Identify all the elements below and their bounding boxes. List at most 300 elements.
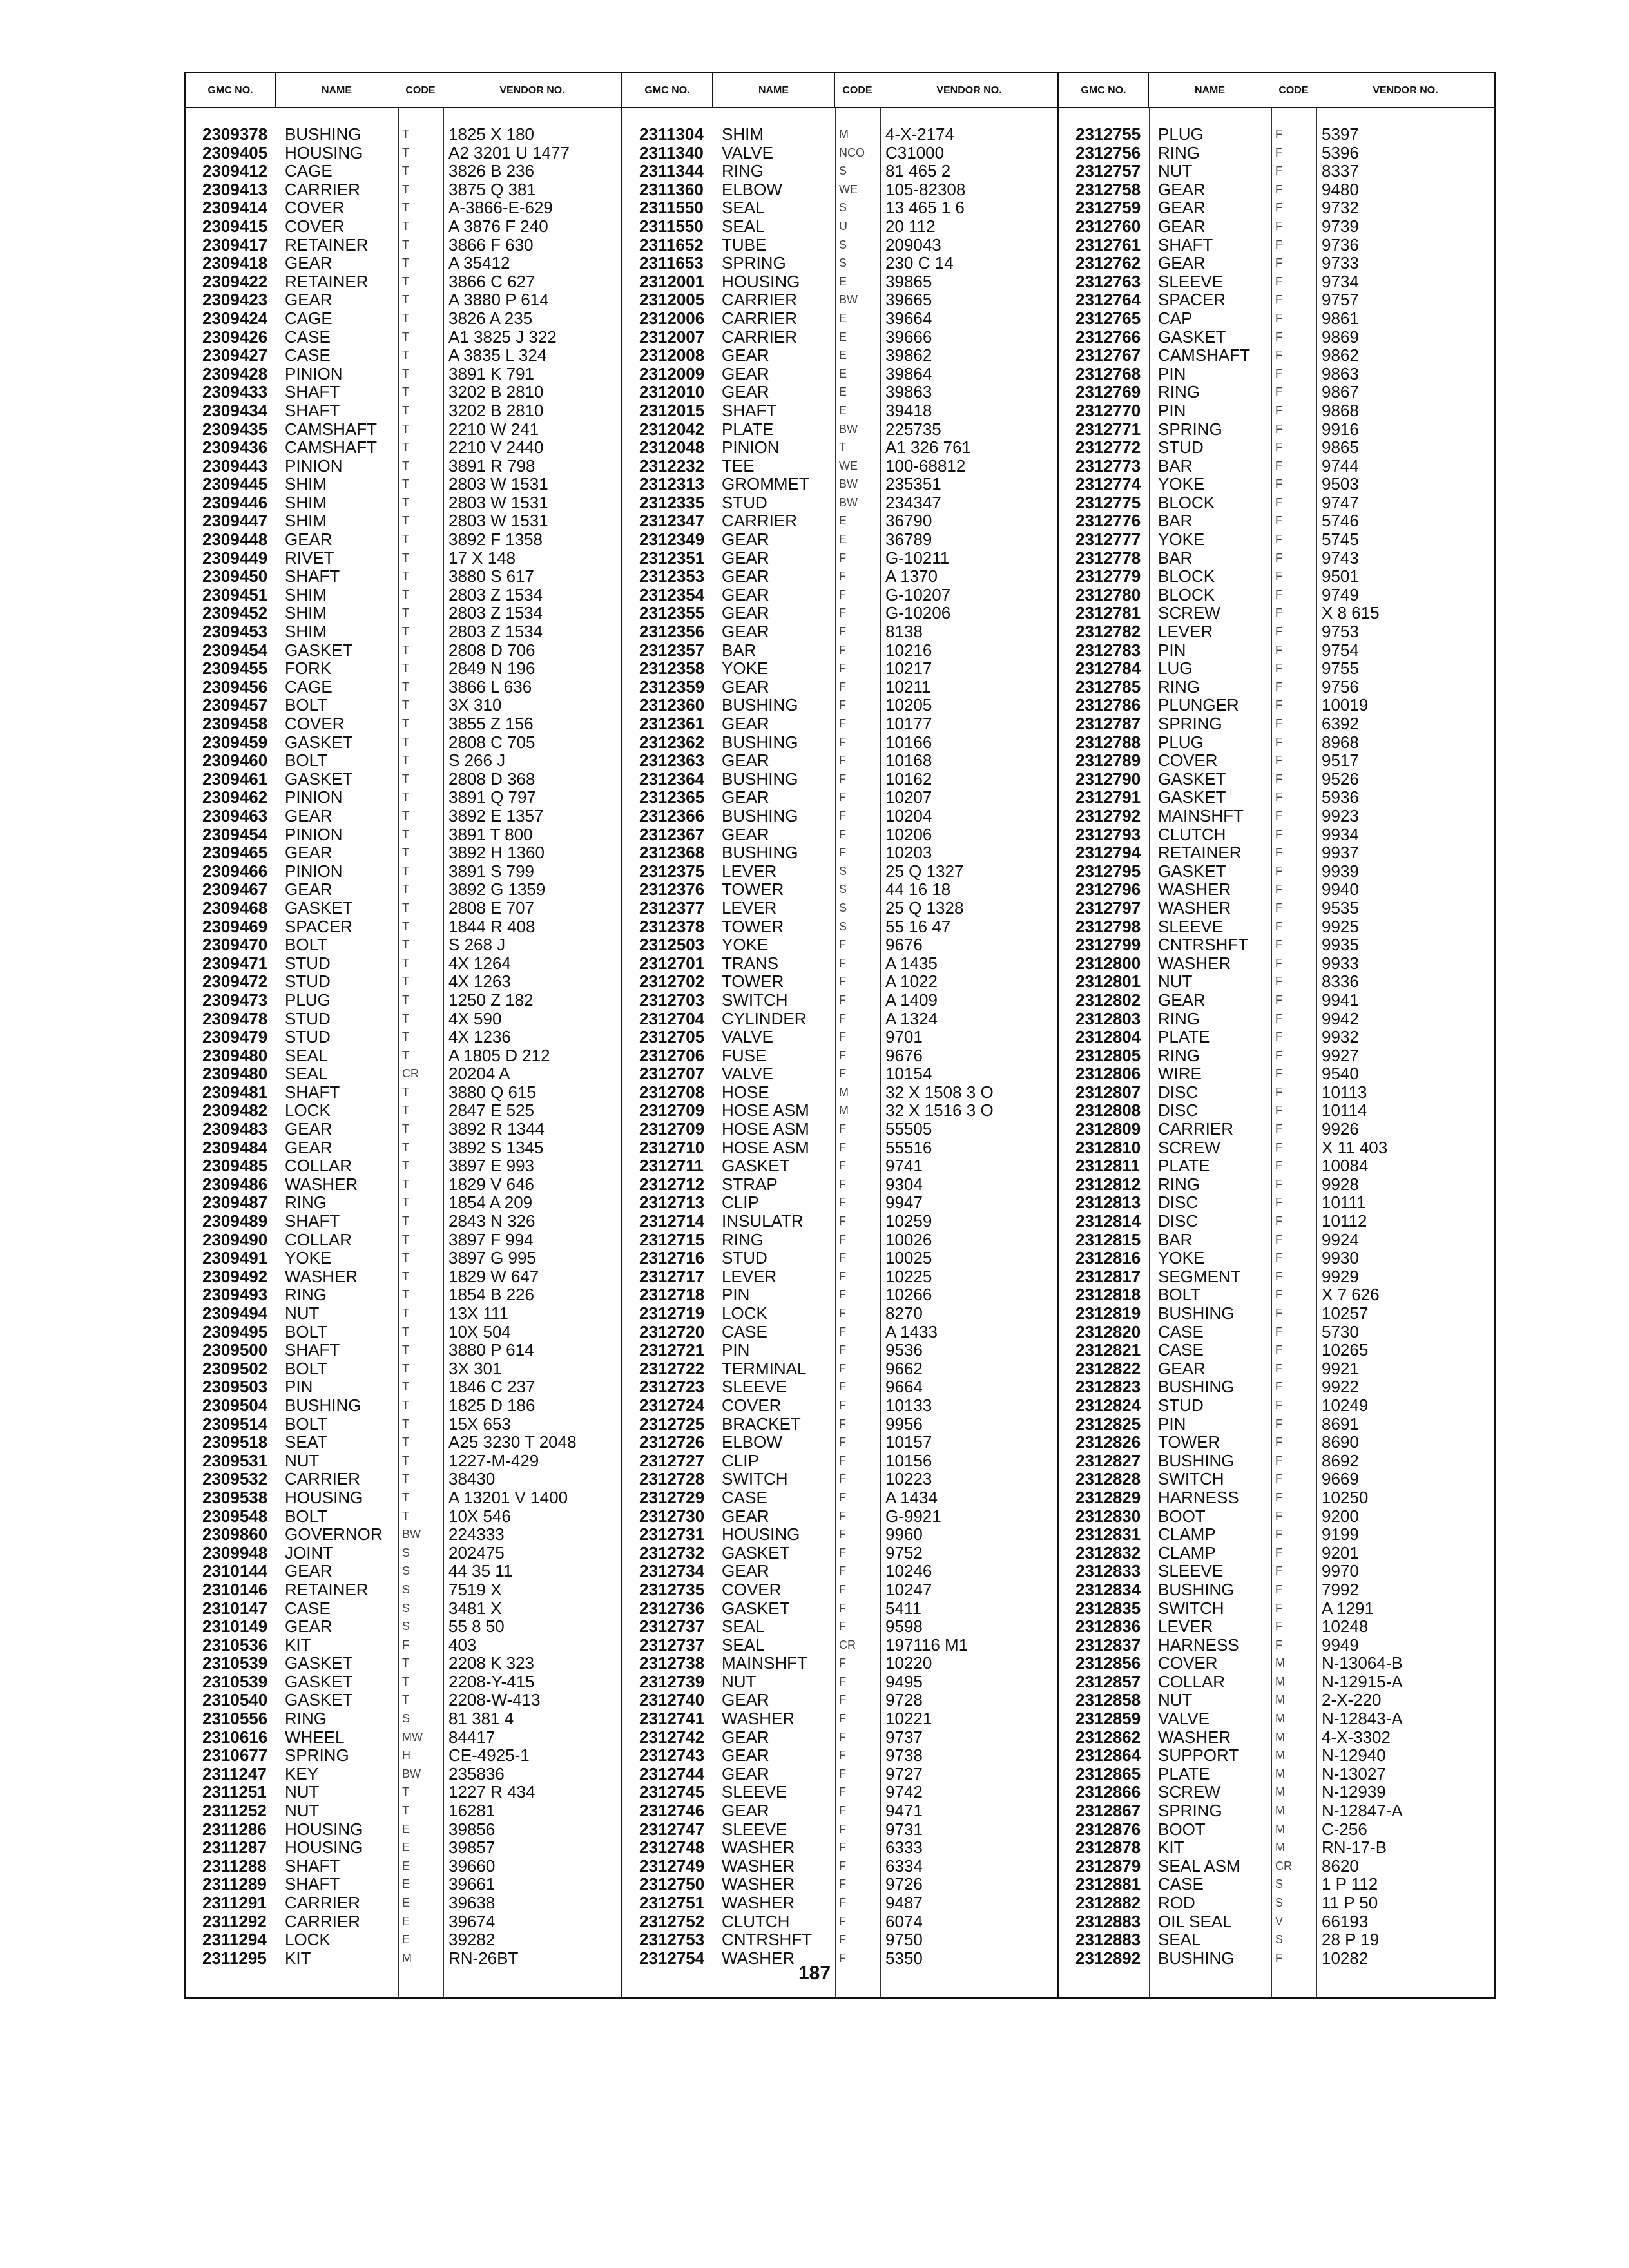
- vendor-code: F: [1275, 403, 1282, 417]
- table-row: [1059, 1101, 1494, 1120]
- vendor-code: T: [402, 698, 409, 712]
- gmc-number: 2312824: [1075, 1396, 1141, 1415]
- gmc-number: 2312776: [1075, 512, 1141, 531]
- vendor-code: F: [1275, 385, 1282, 399]
- gmc-number: 2312779: [1075, 567, 1141, 586]
- vendor-code: T: [402, 201, 409, 215]
- vendor-code: H: [402, 1749, 410, 1762]
- part-name: CARRIER: [722, 512, 798, 531]
- vendor-number: 8337: [1322, 162, 1359, 180]
- vendor-number: 3481 X: [448, 1599, 502, 1618]
- table-row: [186, 586, 621, 604]
- gmc-number: 2312727: [639, 1451, 705, 1470]
- vendor-code: BW: [402, 1767, 421, 1780]
- gmc-number: 2312010: [639, 383, 705, 401]
- table-row: [1059, 622, 1494, 641]
- table-row: [186, 1930, 621, 1949]
- part-name: WASHER: [1158, 880, 1231, 899]
- vendor-number: 6392: [1322, 715, 1359, 733]
- part-name: GEAR: [285, 880, 333, 899]
- gmc-number: 2312782: [1075, 622, 1141, 641]
- table-row: [1059, 1378, 1494, 1396]
- vendor-code: E: [839, 403, 847, 417]
- vendor-number: 10217: [885, 659, 932, 678]
- part-name: GASKET: [722, 1543, 790, 1562]
- table-row: [186, 1452, 621, 1470]
- gmc-number: 2312879: [1075, 1856, 1141, 1876]
- vendor-code: F: [1275, 1269, 1282, 1283]
- part-name: COLLAR: [285, 1230, 352, 1249]
- part-name: CASE: [1158, 1322, 1204, 1341]
- part-name: WHEEL: [285, 1727, 345, 1747]
- part-name: SPRING: [285, 1746, 349, 1765]
- table-row: [622, 1636, 1058, 1655]
- vendor-number: 9199: [1322, 1525, 1359, 1544]
- page-number: 187: [798, 1963, 831, 1984]
- vendor-number: 9756: [1322, 677, 1359, 697]
- table-row: [186, 622, 621, 641]
- vendor-number: 9924: [1322, 1230, 1359, 1249]
- vendor-code: F: [839, 588, 846, 601]
- gmc-number: 2312819: [1075, 1304, 1141, 1323]
- part-name: SEAL: [722, 198, 765, 217]
- gmc-number: 2312817: [1075, 1267, 1141, 1286]
- part-name: SHAFT: [285, 1341, 340, 1360]
- vendor-number: 10168: [885, 751, 932, 770]
- gmc-number: 2312757: [1075, 162, 1141, 180]
- vendor-number: 2803 Z 1534: [448, 604, 543, 623]
- gmc-number: 2309434: [202, 401, 268, 420]
- vendor-code: F: [839, 1251, 846, 1265]
- gmc-number: 2309532: [202, 1470, 268, 1488]
- vendor-number: 25 Q 1328: [885, 898, 964, 918]
- gmc-number: 2309478: [202, 1009, 268, 1028]
- table-row: [186, 825, 621, 844]
- part-name: SEAL: [722, 1635, 765, 1655]
- vendor-code: F: [1275, 772, 1282, 785]
- part-name: PIN: [722, 1285, 750, 1304]
- part-name: GASKET: [285, 1672, 353, 1691]
- part-name: COVER: [1158, 751, 1218, 770]
- gmc-number: 2312042: [639, 419, 705, 439]
- vendor-number: 10025: [885, 1249, 932, 1267]
- vendor-code: T: [402, 1693, 409, 1707]
- part-name: NUT: [285, 1304, 320, 1323]
- table-row: [1059, 1396, 1494, 1415]
- vendor-code: F: [1275, 754, 1282, 767]
- gmc-number: 2312364: [639, 769, 705, 789]
- vendor-code: F: [1275, 625, 1282, 639]
- vendor-number: 9869: [1322, 327, 1359, 347]
- part-name: GEAR: [285, 1617, 333, 1636]
- part-name: GASKET: [722, 1599, 790, 1618]
- part-name: GEAR: [285, 1138, 333, 1157]
- vendor-code: E: [839, 311, 847, 325]
- part-name: RING: [285, 1193, 327, 1213]
- part-name: GEAR: [722, 751, 769, 770]
- gmc-number: 2312767: [1075, 346, 1141, 365]
- vendor-number: 39862: [885, 346, 932, 365]
- table-row: [186, 1912, 621, 1931]
- vendor-code: T: [402, 1398, 409, 1412]
- part-name: BOLT: [285, 1506, 327, 1526]
- vendor-number: 9926: [1322, 1120, 1359, 1139]
- vendor-code: BW: [839, 477, 858, 491]
- vendor-code: T: [402, 1048, 409, 1062]
- vendor-number: 9925: [1322, 917, 1359, 936]
- vendor-code: F: [839, 1564, 846, 1578]
- table-row: [622, 383, 1058, 401]
- vendor-number: 9916: [1322, 419, 1359, 439]
- gmc-number: 2312723: [639, 1378, 705, 1396]
- part-name: LOCK: [722, 1304, 767, 1323]
- vendor-code: S: [839, 901, 847, 914]
- table-row: [622, 733, 1058, 752]
- gmc-number: 2309424: [202, 309, 268, 328]
- vendor-code: F: [1275, 901, 1282, 914]
- vendor-number: 10220: [885, 1654, 932, 1673]
- vendor-number: 2803 Z 1534: [448, 585, 543, 604]
- gmc-number: 2309452: [202, 604, 268, 623]
- table-row: [622, 346, 1058, 365]
- table-row: [186, 1673, 621, 1691]
- part-name: GASKET: [285, 1654, 353, 1673]
- part-name: OIL SEAL: [1158, 1912, 1232, 1931]
- part-name: COVER: [285, 715, 345, 733]
- part-name: WASHER: [1158, 954, 1231, 973]
- table-row: [186, 1231, 621, 1249]
- vendor-code: F: [839, 1343, 846, 1357]
- gmc-number: 2312735: [639, 1580, 705, 1599]
- part-name: PINION: [722, 438, 780, 457]
- part-name: PINION: [285, 456, 343, 476]
- vendor-number: 3892 H 1360: [448, 843, 545, 862]
- part-name: WASHER: [1158, 898, 1231, 918]
- part-name: GEAR: [722, 1764, 769, 1783]
- gmc-number: 2309489: [202, 1212, 268, 1231]
- vendor-code-header: CODE: [835, 73, 880, 107]
- table-row: [186, 144, 621, 162]
- vendor-code: NCO: [839, 146, 865, 159]
- vendor-code: T: [402, 1785, 409, 1799]
- gmc-number: 2312731: [639, 1525, 705, 1544]
- vendor-number: 4-X-3302: [1322, 1727, 1391, 1747]
- part-name: GEAR: [722, 1691, 769, 1710]
- vendor-number: 9863: [1322, 364, 1359, 383]
- table-row: [622, 862, 1058, 881]
- part-name: SHIM: [285, 585, 327, 604]
- vendor-code: F: [1275, 256, 1282, 270]
- vendor-code: T: [402, 975, 409, 988]
- vendor-code: F: [1275, 1601, 1282, 1615]
- vendor-number: 100-68812: [885, 456, 966, 476]
- vendor-code: F: [1275, 717, 1282, 730]
- vendor-number: 9749: [1322, 585, 1359, 604]
- gmc-number: 2312715: [639, 1230, 705, 1249]
- vendor-code: F: [1275, 1012, 1282, 1025]
- vendor-number: 9200: [1322, 1506, 1359, 1526]
- table-row: [1059, 1304, 1494, 1323]
- part-name: HOSE ASM: [722, 1101, 809, 1120]
- vendor-code: F: [839, 680, 846, 693]
- part-name: STUD: [285, 972, 331, 991]
- vendor-number: 10019: [1322, 696, 1369, 715]
- gmc-number: 2309472: [202, 972, 268, 991]
- part-name: FORK: [285, 659, 332, 678]
- part-name: BOLT: [1158, 1285, 1200, 1304]
- gmc-number: 2309459: [202, 733, 268, 752]
- table-row: [622, 1544, 1058, 1562]
- part-name: PLUG: [1158, 733, 1204, 752]
- vendor-number: N-12939: [1322, 1783, 1386, 1802]
- gmc-number: 2312751: [639, 1894, 705, 1912]
- gmc-number: 2312771: [1075, 419, 1141, 439]
- table-row: [622, 420, 1058, 439]
- gmc-number: 2309456: [202, 677, 268, 697]
- vendor-code: F: [839, 1436, 846, 1449]
- vendor-number: 10221: [885, 1709, 932, 1728]
- part-name: VALVE: [1158, 1709, 1210, 1728]
- table-row: [622, 1285, 1058, 1304]
- column-header-row: [622, 73, 1058, 108]
- gmc-number: 2312363: [639, 751, 705, 770]
- vendor-code: T: [402, 238, 409, 251]
- part-name: ROD: [1158, 1894, 1195, 1912]
- table-row: [186, 1304, 621, 1323]
- table-row: [186, 1175, 621, 1194]
- gmc-number: 2312048: [639, 438, 705, 457]
- vendor-number: 55 16 47: [885, 917, 951, 936]
- table-row: [622, 1175, 1058, 1194]
- table-row: [186, 420, 621, 439]
- table-row: [622, 512, 1058, 530]
- gmc-number: 2312882: [1075, 1894, 1141, 1912]
- vendor-code: F: [839, 1325, 846, 1338]
- part-name: SPRING: [1158, 419, 1222, 439]
- part-name: GEAR: [722, 585, 769, 604]
- gmc-number: 2312707: [639, 1064, 705, 1083]
- vendor-code: F: [1275, 1509, 1282, 1523]
- vendor-code: F: [1275, 441, 1282, 454]
- gmc-number: 2309482: [202, 1101, 268, 1120]
- gmc-number: 2312807: [1075, 1082, 1141, 1102]
- gmc-number: 2312750: [639, 1875, 705, 1894]
- part-name: WIRE: [1158, 1064, 1202, 1083]
- vendor-code-header: CODE: [398, 73, 443, 107]
- vendor-number: 9927: [1322, 1046, 1359, 1065]
- gmc-number: 2312759: [1075, 198, 1141, 217]
- vendor-code: T: [402, 1196, 409, 1209]
- part-name: SHAFT: [285, 1875, 340, 1894]
- part-name: JOINT: [285, 1543, 334, 1562]
- vendor-code: F: [1275, 570, 1282, 583]
- vendor-number: 2843 N 326: [448, 1212, 535, 1231]
- table-row: [622, 198, 1058, 217]
- table-row: [186, 1323, 621, 1341]
- table-row: [186, 972, 621, 991]
- part-name: SHIM: [285, 604, 327, 623]
- table-row: [186, 1507, 621, 1526]
- vendor-number: 2808 D 368: [448, 769, 535, 789]
- gmc-number: 2312864: [1075, 1746, 1141, 1765]
- vendor-code: S: [839, 238, 847, 251]
- vendor-code: F: [1275, 128, 1282, 140]
- gmc-number: 2309948: [202, 1543, 268, 1562]
- part-name: STUD: [285, 954, 331, 973]
- part-name: LEVER: [722, 1267, 777, 1286]
- part-name: VALVE: [722, 1028, 773, 1046]
- part-name: WASHER: [285, 1175, 358, 1194]
- part-name: SHIM: [285, 512, 327, 531]
- part-name: TERMINAL: [722, 1359, 807, 1378]
- vendor-code: T: [402, 1251, 409, 1265]
- gmc-number: 2312713: [639, 1193, 705, 1213]
- gmc-number: 2312355: [639, 604, 705, 623]
- vendor-code: F: [1275, 1030, 1282, 1044]
- vendor-code: F: [1275, 1307, 1282, 1320]
- part-name: GASKET: [1158, 861, 1226, 881]
- gmc-number: 2312738: [639, 1654, 705, 1673]
- table-row: [1059, 1765, 1494, 1783]
- table-row: [1059, 1341, 1494, 1360]
- part-name: SHAFT: [285, 1212, 340, 1231]
- table-rows: [186, 125, 621, 1967]
- part-name: WASHER: [1158, 1727, 1231, 1747]
- part-name: PLATE: [1158, 1028, 1210, 1046]
- gmc-number: 2312783: [1075, 640, 1141, 660]
- vendor-number: 39664: [885, 309, 932, 328]
- part-name: YOKE: [722, 936, 769, 954]
- part-name: TOWER: [1158, 1433, 1220, 1452]
- vendor-number: 9934: [1322, 825, 1359, 844]
- table-row: [1059, 1930, 1494, 1949]
- part-name: TEE: [722, 456, 755, 476]
- vendor-code: T: [402, 128, 409, 140]
- part-name: PINION: [285, 364, 343, 383]
- gmc-number: 2312740: [639, 1691, 705, 1710]
- vendor-code: F: [402, 1638, 409, 1651]
- table-row: [186, 198, 621, 217]
- vendor-code: F: [839, 1012, 846, 1025]
- vendor-number: 202475: [448, 1543, 505, 1562]
- part-name: BAR: [1158, 512, 1193, 531]
- table-row: [186, 1599, 621, 1618]
- vendor-code: E: [839, 330, 847, 343]
- vendor-code: F: [839, 1472, 846, 1486]
- vendor-number: 3891 R 798: [448, 456, 535, 476]
- vendor-code: F: [1275, 1215, 1282, 1228]
- table-row: [186, 1360, 621, 1378]
- table-row: [186, 788, 621, 807]
- vendor-number: 9932: [1322, 1028, 1359, 1046]
- gmc-number: 2311360: [639, 180, 704, 199]
- vendor-code: F: [839, 1620, 846, 1633]
- vendor-number: 4X 1264: [448, 954, 511, 973]
- table-row: [622, 1267, 1058, 1286]
- part-name: CLUTCH: [1158, 825, 1226, 844]
- vendor-number: 9933: [1322, 954, 1359, 973]
- table-row: [186, 1581, 621, 1599]
- vendor-code: F: [1275, 1546, 1282, 1559]
- table-row: [1059, 1783, 1494, 1802]
- vendor-number: 1825 X 180: [448, 125, 535, 144]
- table-row: [1059, 1894, 1494, 1912]
- vendor-code: F: [1275, 1490, 1282, 1504]
- part-name: LEVER: [722, 898, 777, 918]
- part-name: SHAFT: [285, 567, 340, 586]
- part-name: CLIP: [722, 1193, 759, 1213]
- vendor-code: F: [839, 846, 846, 860]
- gmc-number: 2312717: [639, 1267, 705, 1286]
- vendor-code: S: [1275, 1933, 1284, 1946]
- vendor-number: X 7 626: [1322, 1285, 1380, 1304]
- vendor-number: 3892 G 1359: [448, 880, 546, 899]
- vendor-number: G-10207: [885, 585, 951, 604]
- vendor-code: F: [1275, 311, 1282, 325]
- vendor-number: 16281: [448, 1802, 496, 1820]
- vendor-number: 9536: [885, 1341, 923, 1360]
- gmc-number: 2311340: [639, 143, 704, 162]
- vendor-code: WE: [839, 459, 858, 472]
- table-row: [622, 1507, 1058, 1526]
- part-name: PLUG: [285, 990, 331, 1010]
- vendor-number: 403: [448, 1635, 477, 1655]
- vendor-number: 3891 Q 797: [448, 788, 536, 807]
- gmc-number: 2311251: [202, 1783, 267, 1802]
- table-row: [186, 567, 621, 586]
- part-name: TOWER: [722, 972, 784, 991]
- vendor-code: T: [402, 533, 409, 546]
- part-name: GEAR: [722, 530, 769, 549]
- table-row: [1059, 401, 1494, 420]
- table-row: [186, 807, 621, 825]
- vendor-code: T: [402, 422, 409, 436]
- part-name: BUSHING: [722, 733, 798, 752]
- gmc-number: 2310677: [202, 1746, 268, 1765]
- vendor-number: 44 35 11: [448, 1562, 513, 1581]
- vendor-code: F: [839, 1675, 846, 1688]
- vendor-code: T: [402, 146, 409, 159]
- part-name: SUPPORT: [1158, 1746, 1239, 1765]
- gmc-number: 2311252: [202, 1802, 267, 1820]
- vendor-number: 9739: [1322, 216, 1359, 236]
- vendor-number: CE-4925-1: [448, 1746, 530, 1765]
- table-row: [186, 899, 621, 918]
- vendor-code: F: [1275, 349, 1282, 362]
- part-name: BOOT: [1158, 1820, 1206, 1839]
- vendor-number: 8138: [885, 622, 923, 641]
- table-row: [186, 365, 621, 383]
- vendor-number: 9960: [885, 1525, 923, 1544]
- part-name: SWITCH: [722, 990, 788, 1010]
- part-name: ELBOW: [722, 180, 782, 199]
- gmc-number: 2309447: [202, 512, 268, 531]
- gmc-number: 2312812: [1075, 1175, 1141, 1194]
- gmc-number: 2312786: [1075, 696, 1141, 715]
- gmc-number: 2312714: [639, 1212, 705, 1231]
- table-row: [186, 918, 621, 936]
- part-name: CLAMP: [1158, 1525, 1216, 1544]
- table-row: [186, 1396, 621, 1415]
- table-row: [1059, 273, 1494, 291]
- part-name: SHAFT: [1158, 235, 1213, 255]
- table-row: [186, 254, 621, 273]
- gmc-number: 2312706: [639, 1046, 705, 1065]
- table-row: [186, 125, 621, 144]
- gmc-number: 2312777: [1075, 530, 1141, 549]
- vendor-number: N-12847-A: [1322, 1802, 1403, 1820]
- part-name: PLATE: [722, 419, 774, 439]
